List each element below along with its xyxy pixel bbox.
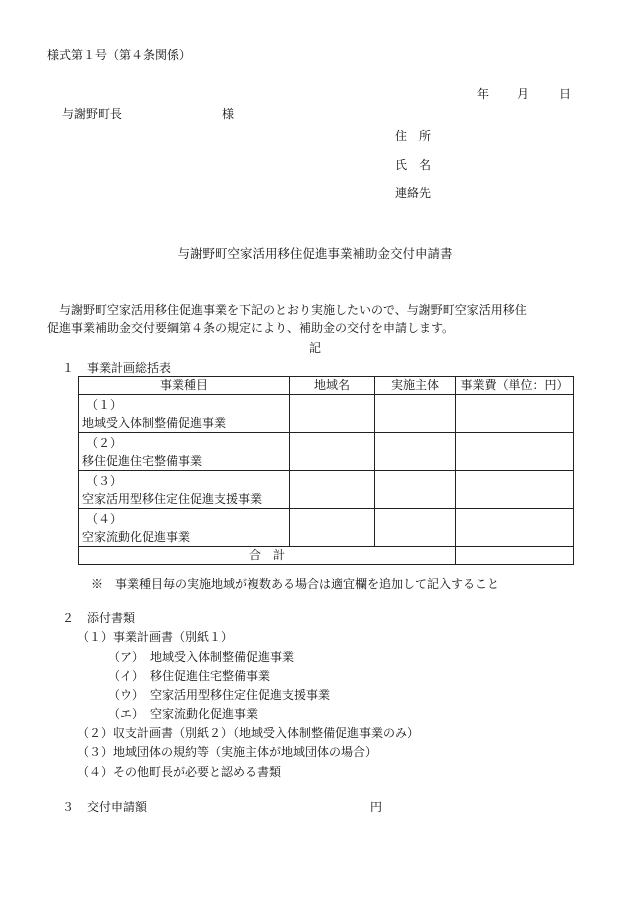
row-project-name: 空家流動化促進事業 <box>82 529 191 544</box>
table-row <box>79 471 574 509</box>
header-project-cost: 事業費（単位：円） <box>456 377 574 395</box>
attachment-subitem: （ウ） 空家活用型移住定住促進支援事業 <box>108 688 331 702</box>
body-line: 与謝野町空家活用移住促進事業を下記のとおり実施したいので、与謝野町空家活用移住 <box>47 303 527 317</box>
attachment-subitem: （イ） 移住促進住宅整備事業 <box>108 669 271 683</box>
project-type-cell <box>79 471 290 509</box>
addressee-name: 与謝野町長 <box>62 107 123 121</box>
attachment-subitem: （エ） 空家流動化促進事業 <box>108 707 259 721</box>
implementer-cell[interactable] <box>375 471 456 509</box>
table-total-row <box>79 547 574 565</box>
section1-number: １ <box>62 361 75 375</box>
date-month-label: 月 <box>517 87 530 101</box>
implementer-cell[interactable] <box>375 433 456 471</box>
section2-title: 添付書類 <box>87 611 136 625</box>
date-day-label: 日 <box>559 87 572 101</box>
implementer-cell[interactable] <box>375 395 456 433</box>
total-label-cell <box>79 547 456 565</box>
table-row <box>79 433 574 471</box>
area-name-cell[interactable] <box>290 509 375 547</box>
area-name-cell[interactable] <box>290 471 375 509</box>
header-project-type: 事業種目 <box>79 377 290 395</box>
section3-title: 交付申請額 <box>87 800 148 814</box>
attachment-subitem: （ア） 地域受入体制整備促進事業 <box>108 650 295 664</box>
attachment-item: （２）収支計画書（別紙２）（地域受入体制整備促進事業のみ） <box>77 726 420 740</box>
document-title: 与謝野町空家活用移住促進事業補助金交付申請書 <box>177 246 453 261</box>
project-cost-cell[interactable] <box>456 471 574 509</box>
section2-number: ２ <box>62 611 75 625</box>
table-row <box>79 509 574 547</box>
project-type-cell <box>79 433 290 471</box>
table-row <box>79 395 574 433</box>
attachment-item: （１）事業計画書（別紙１） <box>77 630 234 644</box>
row-number: （４） <box>86 511 123 526</box>
yen-unit: 円 <box>370 800 383 814</box>
project-type-cell <box>79 395 290 433</box>
applicant-address-label: 住 所 <box>395 129 432 143</box>
header-implementer: 実施主体 <box>375 377 456 395</box>
project-cost-cell[interactable] <box>456 395 574 433</box>
ki-marker: 記 <box>308 341 321 355</box>
row-project-name: 空家活用型移住定住促進支援事業 <box>82 491 263 506</box>
implementer-cell[interactable] <box>375 509 456 547</box>
row-project-name: 地域受入体制整備促進事業 <box>82 415 227 430</box>
row-project-name: 移住促進住宅整備事業 <box>82 453 203 468</box>
body-line: 促進事業補助金交付要綱第４条の規定により、補助金の交付を申請します。 <box>47 321 455 335</box>
addressee-honorific: 様 <box>222 107 235 121</box>
date-year-label: 年 <box>477 87 490 101</box>
header-area-name: 地域名 <box>290 377 375 395</box>
form-number: 様式第１号（第４条関係） <box>47 48 192 62</box>
total-cost-cell[interactable] <box>456 547 574 565</box>
area-name-cell[interactable] <box>290 433 375 471</box>
project-cost-cell[interactable] <box>456 433 574 471</box>
section3-number: ３ <box>62 800 75 814</box>
section2-heading <box>62 611 135 625</box>
row-number: （３） <box>86 473 123 488</box>
section3-heading <box>62 800 147 814</box>
section1-heading <box>62 361 171 375</box>
row-number: （１） <box>86 397 123 412</box>
project-type-cell <box>79 509 290 547</box>
table-note: ※ 事業種目毎の実施地域が複数ある場合は適宜欄を追加して記入すること <box>91 577 500 591</box>
attachment-item: （４）その他町長が必要と認める書類 <box>77 765 282 779</box>
row-number: （２） <box>86 435 123 450</box>
area-name-cell[interactable] <box>290 395 375 433</box>
project-cost-cell[interactable] <box>456 509 574 547</box>
applicant-name-label: 氏 名 <box>395 158 432 172</box>
table-header-row <box>79 377 574 395</box>
total-label: 合計 <box>248 548 297 563</box>
section1-title: 事業計画総括表 <box>87 361 172 375</box>
attachment-item: （３）地域団体の規約等（実施主体が地域団体の場合） <box>77 745 378 759</box>
body-paragraph <box>47 301 595 337</box>
applicant-contact-label: 連絡先 <box>395 186 432 200</box>
plan-summary-table <box>78 376 574 565</box>
